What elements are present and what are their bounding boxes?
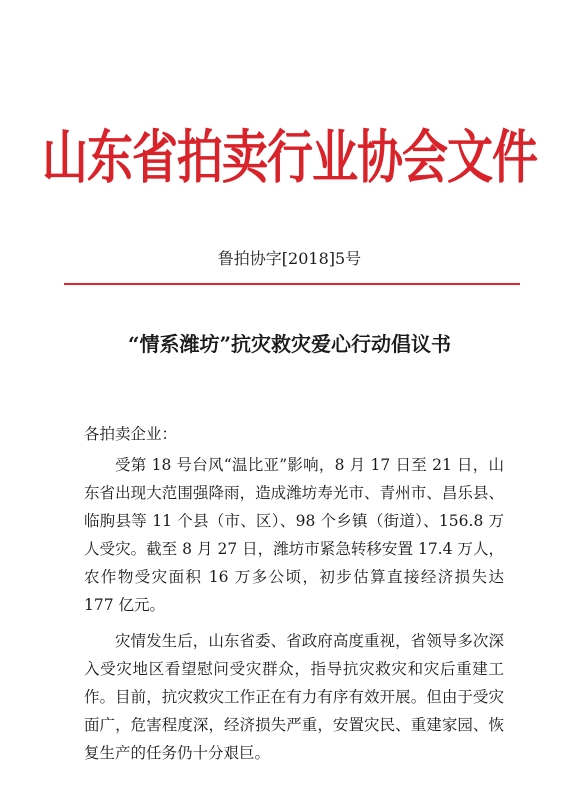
paragraph: 受第 18 号台风“温比亚”影响，8 月 17 日至 21 日，山东省出现大范围强降雨，造成潍坊寿光市、青州市、昌乐县、临朐县等 11 个县（市、区）、98 个乡镇（街道）、156.8 万人受灾。截至 8 月 27 日，潍坊市紧急转移安置 17.4 万人，农作物受灾面积 16 万多公顷，初步估算直接经济损失达 177 亿元。 (84, 456, 504, 614)
red-divider (64, 283, 520, 285)
document-title: “情系潍坊”抗灾救灾爱心行动倡议书 (127, 332, 451, 356)
salutation: 各拍卖企业： (84, 425, 178, 443)
header-title: 山东省拍卖行业协会文件 (42, 123, 537, 191)
document-body (84, 420, 504, 775)
paragraph: 灾情发生后，山东省委、省政府高度重视，省领导多次深入受灾地区看望慰问受灾群众，指导抗灾救灾和灾后重建工作。目前，抗灾救灾工作正在有力有序有效开展。但由于受灾面广，危害程度深，经济损失严重，安置灾民、重建家园、恢复生产的任务仍十分艰巨。 (84, 632, 504, 762)
document-number: 鲁拍协字[2018]5号 (217, 249, 362, 268)
